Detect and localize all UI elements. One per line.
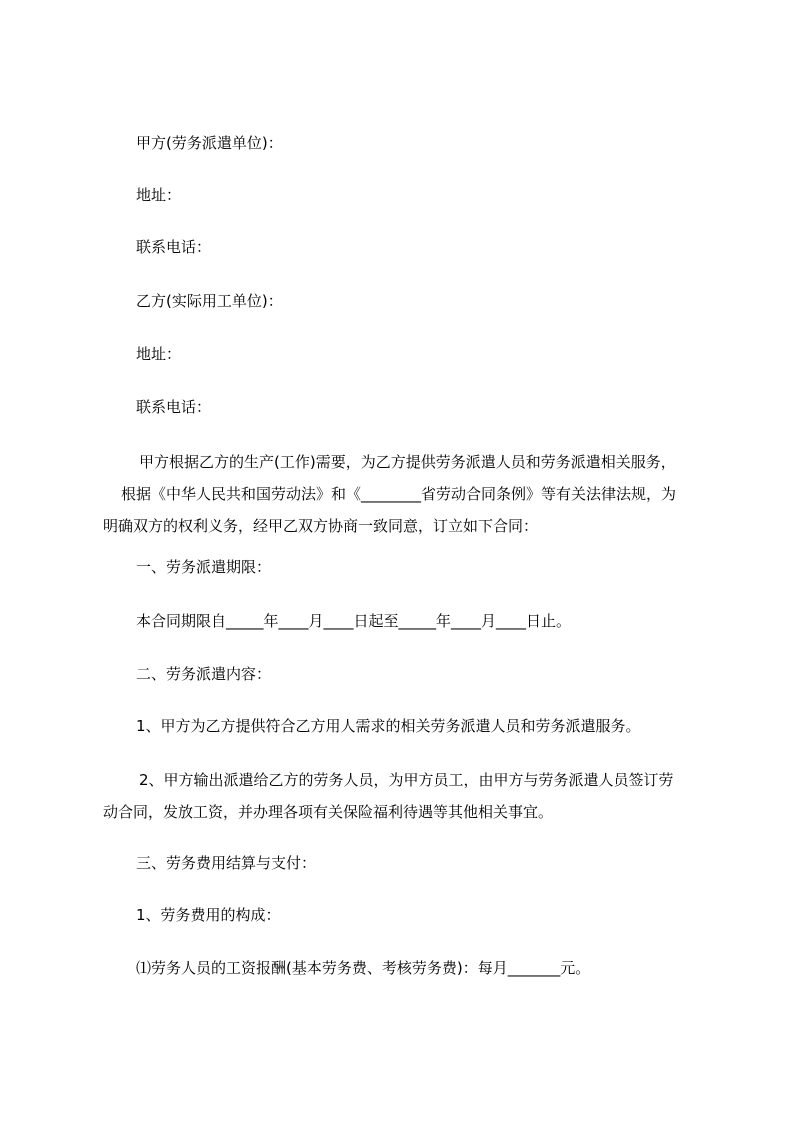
section-2-item-2-line-2: 动合同，发放工资，并办理各项有关保险福利待遇等其他相关事宜。 <box>103 803 554 821</box>
party-a-title: 甲方(劳务派遣单位)： <box>136 134 283 152</box>
section-3-item-1: 1、劳务费用的构成： <box>136 906 281 924</box>
section-2-item-2-line-1: 2、甲方输出派遣给乙方的劳务人员，为甲方员工，由甲方与劳务派遣人员签订劳 <box>139 771 674 789</box>
preamble-line-2: 根据《中华人民共和国劳动法》和《________省劳动合同条例》等有关法律法规，为 <box>121 485 677 503</box>
party-b-address: 地址： <box>136 345 182 363</box>
section-2-item-1: 1、甲方为乙方提供符合乙方用人需求的相关劳务派遣人员和劳务派遣服务。 <box>136 717 641 735</box>
section-3-heading: 三、劳务费用结算与支付： <box>136 854 317 872</box>
section-3-item-1-sub-1: ⑴劳务人员的工资报酬(基本劳务费、考核劳务费)：每月_______元。 <box>136 959 591 977</box>
party-b-title: 乙方(实际用工单位)： <box>136 292 283 310</box>
section-1-heading: 一、劳务派遣期限： <box>136 558 272 576</box>
section-2-heading: 二、劳务派遣内容： <box>136 665 272 683</box>
preamble-line-3: 明确双方的权利义务，经甲乙双方协商一致同意，订立如下合同： <box>103 517 539 535</box>
preamble-line-1: 甲方根据乙方的生产(工作)需要，为乙方提供劳务派遣人员和劳务派遣相关服务， <box>139 453 676 471</box>
preamble-paragraph <box>103 446 703 542</box>
party-b-phone: 联系电话： <box>136 398 212 416</box>
section-2-item-2 <box>103 764 703 828</box>
section-1-term: 本合同期限自_____年____月____日起至_____年____月____日止。 <box>136 612 572 630</box>
party-a-phone: 联系电话： <box>136 238 212 256</box>
party-a-address: 地址： <box>136 186 182 204</box>
